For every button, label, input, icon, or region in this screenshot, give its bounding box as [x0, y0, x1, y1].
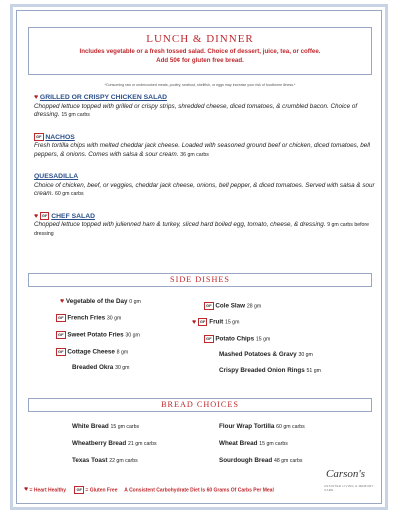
carsons-logo: [320, 463, 376, 497]
side-item: [204, 335, 270, 343]
side-item: [219, 351, 313, 358]
item-title: NACHOS: [45, 133, 75, 141]
header-subtitle: [29, 48, 371, 65]
gluten-free-badge: GF: [36, 134, 42, 139]
gluten-free-badge: GF: [41, 213, 48, 218]
gluten-free-badge: GF: [206, 336, 212, 341]
side-carbs: 8 gm: [116, 349, 129, 356]
side-item: [192, 318, 239, 326]
bread-carbs: 15 gm carbs: [110, 424, 140, 430]
side-carbs: 15 gm: [224, 319, 240, 326]
food-safety-disclaimer: *Consuming raw or undercooked meats, poultry, seafood, shellfish, or eggs may increase your risk of foodborne illness.*: [104, 83, 296, 87]
item-description: Chopped lettuce topped with grilled or crispy strips, shredded cheese, diced tomatoes, & crumbled bacon. Choice of dressing.: [34, 102, 358, 119]
bread-item: [219, 440, 288, 447]
item-carbs: 36 gm carbs: [180, 151, 209, 158]
legend-heart-label: = Heart Healthy: [29, 487, 67, 494]
side-carbs: 28 gm: [246, 303, 262, 310]
side-name: Vegetable of the Day: [65, 298, 128, 305]
item-description: Choice of chicken, beef, or veggies, cheddar jack cheese, onions, bell pepper, & diced tomatoes. Served with salsa & sour cream.: [34, 181, 375, 198]
legend: [24, 486, 274, 494]
side-carbs: 30 gm: [115, 365, 130, 371]
side-item: [204, 302, 261, 310]
side-name: Cole Slaw: [215, 302, 246, 310]
side-item: [219, 367, 321, 374]
bread-name: Wheatberry Bread: [72, 440, 127, 447]
side-name: Sweet Potato Fries: [67, 331, 124, 339]
item-carbs: 60 gm carbs: [55, 191, 84, 198]
bread-name: Texas Toast: [72, 457, 108, 464]
side-name: French Fries: [67, 314, 106, 322]
bread-item: [72, 457, 138, 464]
item-title: GRILLED OR CRISPY CHICKEN SALAD: [39, 94, 168, 101]
bread-carbs: 60 gm carbs: [276, 424, 305, 430]
side-item: [56, 314, 121, 322]
gluten-free-badge: GF: [199, 319, 206, 324]
gluten-free-badge: GF: [206, 303, 212, 308]
item-carbs: 15 gm carbs: [61, 112, 90, 119]
bread-name: Wheat Bread: [219, 440, 258, 447]
side-carbs: 30 gm: [125, 332, 140, 339]
side-name: Crispy Breaded Onion Rings: [219, 367, 305, 374]
bread-carbs: 48 gm carbs: [273, 458, 303, 464]
gluten-free-badge: GF: [58, 315, 64, 320]
bread-choices-banner: BREAD CHOICES: [28, 398, 372, 412]
bread-item: [219, 423, 305, 430]
bread-item: [219, 457, 302, 464]
side-name: Cottage Cheese: [67, 348, 115, 356]
side-name: Potato Chips: [215, 335, 255, 343]
logo-name: Carson's: [326, 468, 366, 480]
bread-name: Flour Wrap Tortilla: [219, 423, 275, 430]
side-name: Mashed Potatoes & Gravy: [219, 351, 297, 358]
heart-icon: ♥: [60, 298, 65, 305]
gluten-free-badge: GF: [76, 487, 82, 492]
bread-carbs: 15 gm carbs: [259, 441, 288, 447]
menu-item-chicken-salad: [34, 94, 382, 120]
heart-icon: ♥: [24, 486, 29, 494]
item-description: Fresh tortilla chips with melted cheddar jack cheese. Loaded with seasoned ground beef or chicken, diced tomatoes, bell peppers, & onions. Comes with salsa & sour cream.: [34, 142, 371, 158]
legend-carb-note: A Consistent Carbohydrate Diet Is 60 Grams Of Carbs Per Meal: [124, 487, 274, 494]
gluten-free-badge: GF: [58, 349, 64, 354]
side-item: [72, 364, 129, 371]
bread-item: [72, 440, 157, 447]
menu-item-quesadilla: [34, 173, 382, 199]
side-carbs: 30 gm: [106, 315, 122, 322]
side-carbs: 51 gm: [306, 368, 321, 374]
bread-item: [72, 423, 139, 430]
bread-carbs: 21 gm carbs: [128, 441, 157, 447]
bread-carbs: 22 gm carbs: [109, 458, 138, 464]
header-line-2: Add 50¢ for gluten free bread.: [156, 56, 244, 64]
item-carbs: 9 gm carbs before dressing: [34, 222, 370, 237]
heart-icon: ♥: [192, 318, 197, 326]
side-item: [56, 331, 140, 339]
heart-icon: ♥: [34, 94, 39, 101]
side-item: [60, 298, 141, 305]
side-name: Fruit: [209, 318, 224, 326]
side-dishes-banner: SIDE DISHES: [28, 273, 372, 287]
side-item: [56, 348, 128, 356]
bread-name: White Bread: [72, 423, 109, 430]
header-line-1: Includes vegetable or a fresh tossed salad. Choice of dessert, juice, tea, or coffee.: [79, 48, 321, 55]
side-carbs: 15 gm: [255, 336, 271, 343]
legend-gf-label: = Gluten Free: [85, 487, 118, 494]
item-title: CHEF SALAD: [51, 212, 96, 220]
gluten-free-badge: GF: [58, 332, 64, 337]
side-carbs: 30 gm: [298, 352, 313, 358]
menu-item-chef-salad: [34, 212, 382, 238]
header-banner: [28, 27, 372, 75]
item-description: Chopped lettuce topped with julienned ham & turkey, sliced hard boiled egg, tomato, cheese, & dressing.: [34, 221, 326, 229]
menu-item-nachos: [34, 133, 382, 159]
page-title: LUNCH & DINNER: [146, 33, 254, 45]
side-carbs: 0 gm: [129, 299, 141, 305]
side-name: Breaded Okra: [72, 364, 114, 371]
logo-subtitle: ASSISTED LIVING & MEMORY CARE: [324, 484, 374, 492]
item-title: QUESADILLA: [34, 173, 79, 180]
bread-name: Sourdough Bread: [219, 457, 273, 464]
heart-icon: ♥: [34, 212, 39, 220]
